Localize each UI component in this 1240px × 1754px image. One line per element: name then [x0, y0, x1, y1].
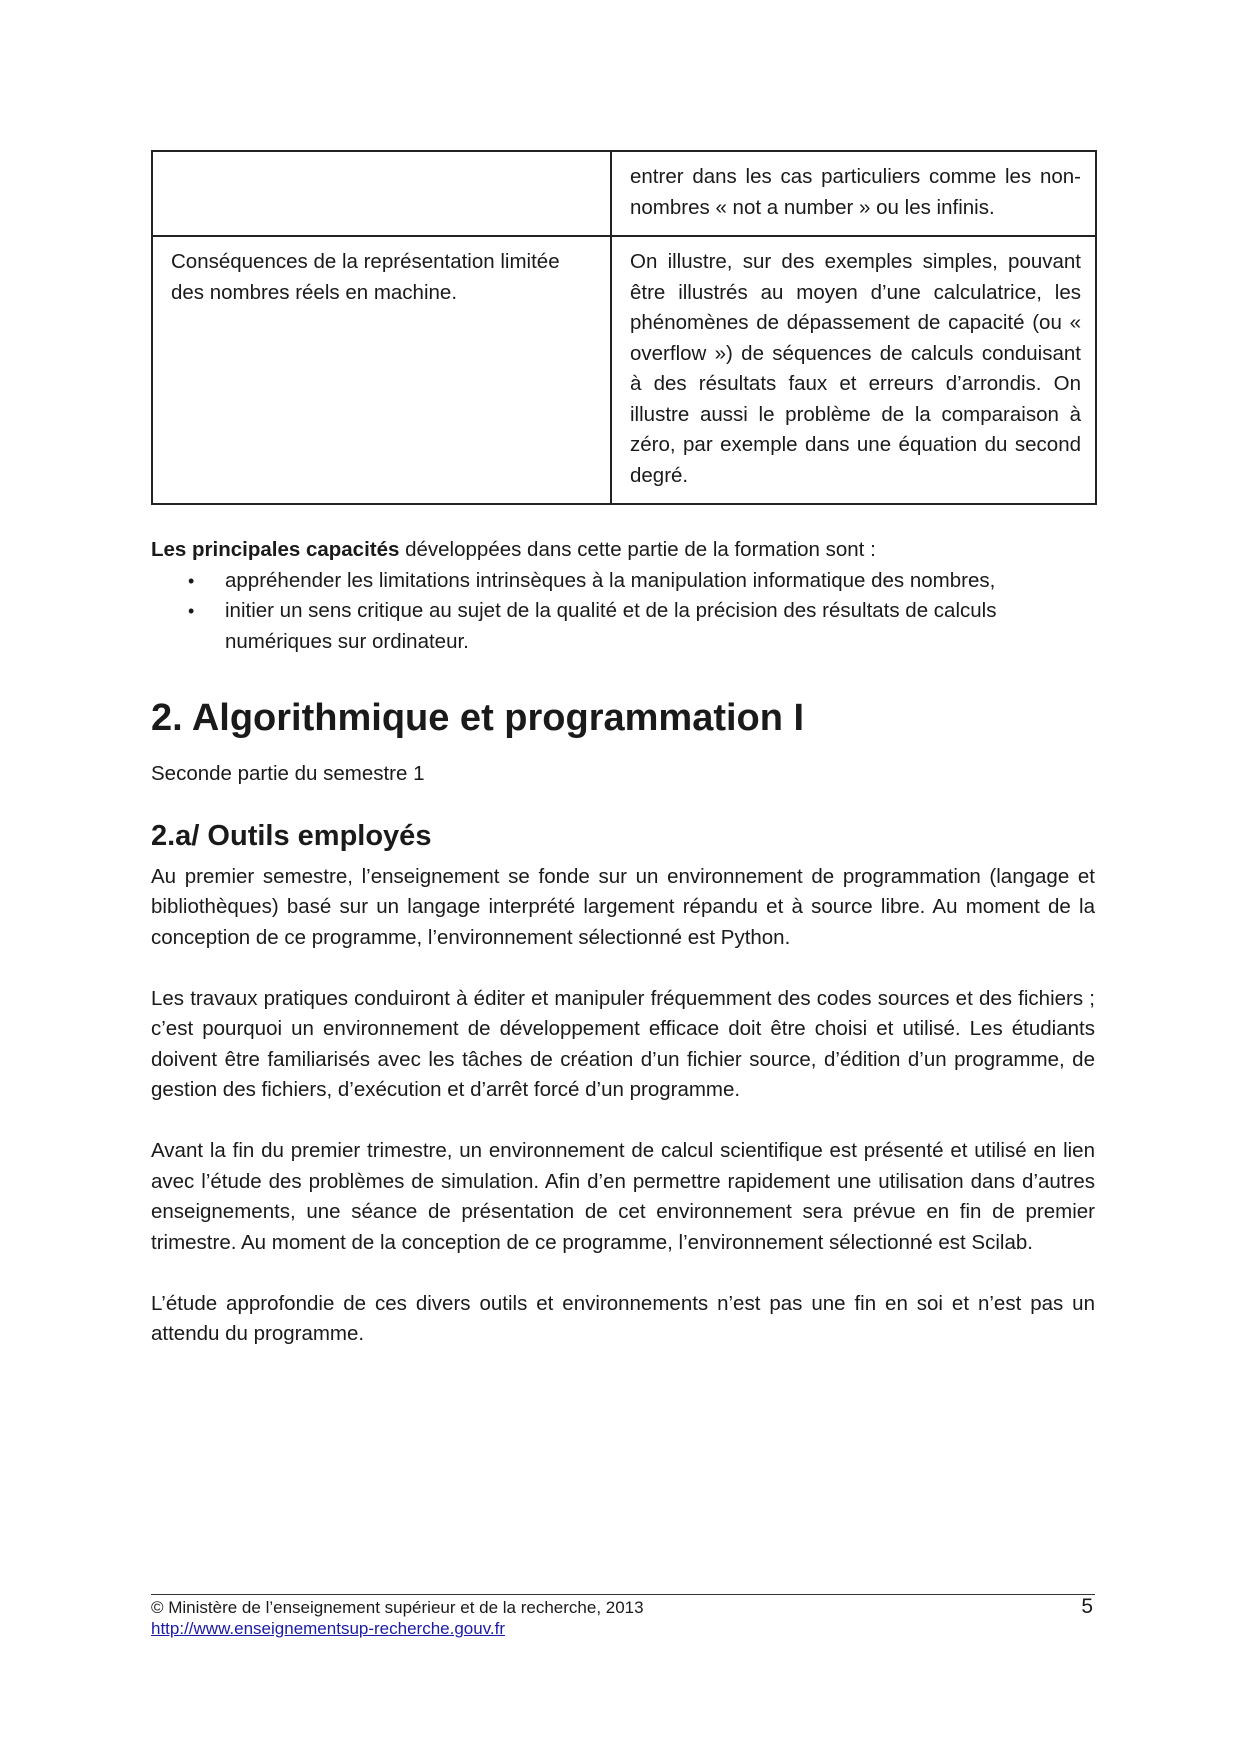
paragraph: L’étude approfondie de ces divers outils et environnements n’est pas une fin en soi et n’est pas un attendu du programme. — [151, 1291, 1095, 1345]
list-item-text: initier un sens critique au sujet de la qualité et de la précision des résultats de calculs numériques sur ordinateur. — [225, 599, 997, 653]
program-table — [151, 150, 1097, 505]
paragraph: Les travaux pratiques conduiront à éditer et manipuler fréquemment des codes sources et des fichiers ; c’est pourquoi un environnement de développement efficace doit être choisi et utilisé. Les étudiants doivent être familiarisés avec les tâches de création d’un fichier source, d’édition d’un programme, de gestion des fichiers, d’exécution et d’arrêt forcé d’un programme. — [151, 986, 1095, 1101]
page-footer — [151, 1594, 1095, 1639]
table-row — [152, 151, 1096, 236]
capacities-intro-bold: Les principales capacités — [151, 538, 400, 561]
footer-copyright: © Ministère de l’enseignement supérieur et de la recherche, 2013 — [151, 1598, 644, 1617]
capacities-list — [151, 566, 1095, 658]
subsection-title: 2.a/ Outils employés — [151, 819, 432, 852]
table-row — [152, 236, 1096, 504]
capacities-intro — [151, 535, 1095, 566]
list-item-text: appréhender les limitations intrinsèques à la manipulation informatique des nombres, — [225, 568, 996, 592]
list-item — [151, 566, 1095, 597]
section-title: 2. Algorithmique et programmation I — [151, 697, 805, 739]
paragraph: Avant la fin du premier trimestre, un environnement de calcul scientifique est présenté et utilisé en lien avec l’étude des problèmes de simulation. Afin d’en permettre rapidement une utilisation dans d’autres enseignements, une séance de présentation de cet environnement sera prévue en fin de premier trimestre. Au moment de la conception de ce programme, l’environnement sélectionné est Scilab. — [151, 1139, 1095, 1254]
list-item — [151, 596, 1095, 657]
table-cell-comment: entrer dans les cas particuliers comme les non-nombres « not a number » ou les infinis. — [611, 151, 1096, 236]
footer-link[interactable]: http://www.enseignementsup-recherche.gouv.fr — [151, 1619, 506, 1638]
bullet-icon: • — [188, 570, 195, 591]
table-cell-comment: On illustre, sur des exemples simples, pouvant être illustrés au moyen d’une calculatrice, les phénomènes de dépassement de capacité (ou « overflow ») de séquences de calculs conduisant à des résultats faux et erreurs d’arrondis. On illustre aussi le problème de la comparaison à zéro, par exemple dans une équation du second degré. — [611, 236, 1096, 504]
bullet-icon: • — [188, 601, 195, 621]
table-cell-topic: Conséquences de la représentation limitée des nombres réels en machine. — [152, 236, 611, 504]
table-cell-topic — [152, 151, 611, 236]
page-content — [151, 150, 1095, 1350]
section-subtitle: Seconde partie du semestre 1 — [151, 762, 425, 785]
capacities-intro-rest: développées dans cette partie de la formation sont : — [399, 538, 876, 561]
page-number: 5 — [1081, 1595, 1093, 1618]
paragraph: Au premier semestre, l’enseignement se fonde sur un environnement de programmation (langage et bibliothèques) basé sur un langage interprété largement répandu et à source libre. Au moment de la conception de ce programme, l’environnement sélectionné est Python. — [151, 864, 1095, 949]
